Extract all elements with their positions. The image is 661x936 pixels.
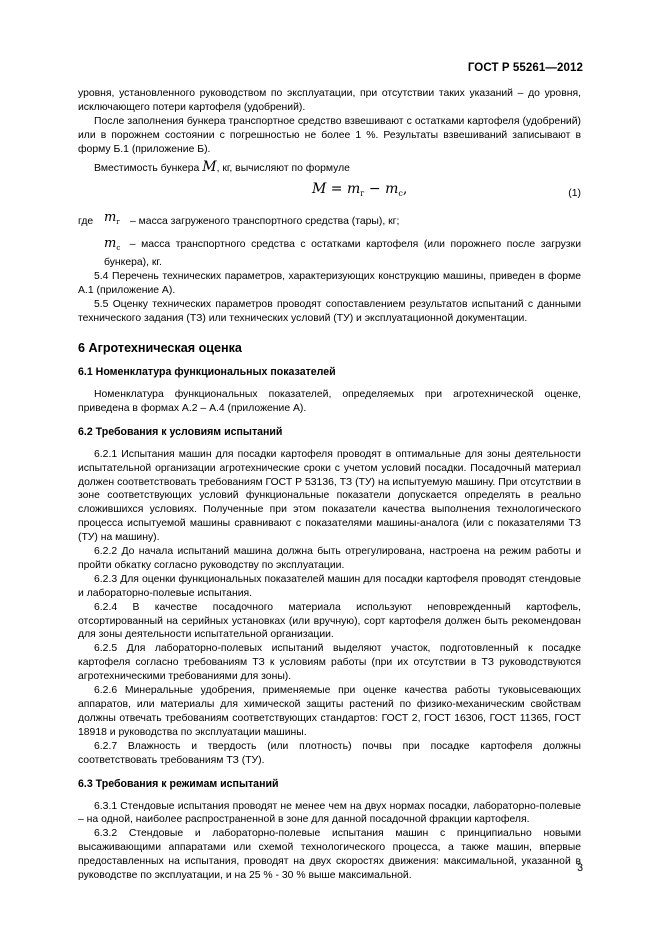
section-6-title: 6 Агротехническая оценка — [78, 340, 242, 355]
formula-m1-sub: г — [360, 189, 365, 199]
where-row-2 — [78, 237, 581, 270]
formula-expression — [312, 183, 407, 201]
where-symbol-1: $m_г$ — [104, 210, 120, 227]
clause-6-2-3: 6.2.3 Для оценки функциональных показателей машин для посадки картофеля проводят стендовые и лабораторно-полевые испытания. — [78, 573, 581, 599]
formula-1 — [78, 175, 581, 209]
formula-m2-sub: с — [398, 189, 403, 199]
formula-minus: − — [364, 181, 386, 198]
section-6-1-text: Номенклатура функциональных показателей, определяемых при агротехнической оценке, приведена в формах А.2 – А.4 (приложение А). — [78, 388, 581, 414]
clause-6-3-2: 6.3.2 Стендовые и лабораторно-полевые испытания машин с принципиально новыми высаживающими аппаратами или схемой технологического процесса, а также машин, впервые предоставленных на испытания, проводят на двух скоростях движения: максимальной, указанной в руководстве по эксплуатации, и на 25 % - 30 % выше максимальной. — [78, 828, 581, 882]
clause-5-5: 5.5 Оценку технических параметров проводят сопоставлением результатов испытаний с данными технического задания (ТЗ) или технических условий (ТУ) и эксплуатационной документации. — [78, 299, 581, 324]
clause-6-2-2: 6.2.2 До начала испытаний машина должна быть отрегулирована, настроена на режим работы и пройти обкатку согласно руководству по эксплуатации. — [78, 546, 581, 571]
where-desc-1: – масса загруженого транспортного средства (тары), кг; — [130, 216, 400, 228]
capacity-text-before: Вместимость бункера — [94, 162, 200, 174]
capacity-intro — [78, 158, 581, 176]
formula-comma: , — [402, 181, 408, 198]
clause-6-2-1: 6.2.1 Испытания машин для посадки картофеля проводят в оптимальные для зоны деятельности испытательной организации агротехнические сроки с учетом условий посадки. Посадочный материал должен соответствовать требованиям ГОСТ Р 53136, ТЗ (ТУ) на испытуемую машину. При отсутствии в зоне соответствующих условий функциональные показатели допускается определять в реально сложившихся условиях. Полученные при этом показатели качества выполнения технологического процесса испытуемой машины сравнивают с показателями машины-аналога (или с показателями ТЗ (ТУ) на машину). — [78, 448, 581, 544]
formula-m1: m — [346, 181, 361, 198]
formula-m2: m — [385, 181, 399, 198]
document-body — [78, 87, 581, 883]
capacity-text-after: , кг, вычисляют по формуле — [216, 162, 350, 174]
intro-paragraph-1: уровня, установленного руководством по эксплуатации, при отсутствии таких указаний – до уровня, исключающего потери картофеля (удобрений). — [78, 88, 581, 113]
clause-6-2-7: 6.2.7 Влажность и твердость (или плотность) почвы при посадке картофеля должны соответствовать требованиям ТЗ (ТУ). — [78, 740, 581, 766]
clause-6-3-1: 6.3.1 Стендовые испытания проводят не менее чем на двух нормах посадки, лабораторно-полевые – на одной, наиболее распространенной в зоне для данной посадочной фракции картофеля. — [78, 800, 581, 826]
capacity-symbol: M — [202, 158, 217, 175]
where-row-1 — [78, 209, 581, 233]
formula-lhs: M — [312, 181, 327, 198]
standard-code-header: ГОСТ Р 55261—2012 — [467, 62, 583, 74]
page-number: 3 — [577, 862, 583, 874]
where-desc-2: – масса транспортного средства с остатками картофеля (или порожнего после загрузки бункера), кг. — [104, 239, 581, 269]
clause-6-2-6: 6.2.6 Минеральные удобрения, применяемые при оценке качества работы туковысевающих аппаратов, или материалы для химической защиты растений по физико-механическим свойствам должны отвечать требованиям соответствующих стандартов: ГОСТ 2, ГОСТ 16306, ГОСТ 11365, ГОСТ 18918 и руководства по эксплуатации машины. — [78, 685, 581, 738]
clause-5-4: 5.4 Перечень технических параметров, характеризующих конструкцию машины, приведен в форме А.1 (приложение А). — [78, 271, 581, 297]
where-label: где — [78, 216, 94, 228]
clause-6-2-4: 6.2.4 В качестве посадочного материала используют неповрежденный картофель, отсортированный на серийных установках (или вручную), сорт картофеля должен быть рекомендован для зоны деятельности испытательной организации. — [78, 601, 581, 641]
clause-6-2-5: 6.2.5 Для лабораторно-полевых испытаний выделяют участок, подготовленный к посадке картофеля согласно требованиям ТЗ к условиям работы (при их отсутствии в ТЗ руководствуются агротехническими требованиями для зоны). — [78, 643, 581, 683]
where-symbol-2: $m_с$ — [104, 236, 121, 253]
formula-number: (1) — [568, 188, 581, 200]
formula-eq: = — [326, 181, 347, 198]
section-6-3-title: 6.3 Требования к режимам испытаний — [78, 777, 279, 790]
section-6-2-title: 6.2 Требования к условиям испытаний — [78, 425, 283, 438]
intro-paragraph-2: После заполнения бункера транспортное средство взвешивают с остатками картофеля (удобрений) или в порожнем состоянии с погрешностью не более 1 %. Результаты взвешиваний записывают в форму Б.1 (приложение Б). — [78, 115, 581, 155]
section-6-1-title: 6.1 Номенклатура функциональных показателей — [78, 365, 336, 378]
